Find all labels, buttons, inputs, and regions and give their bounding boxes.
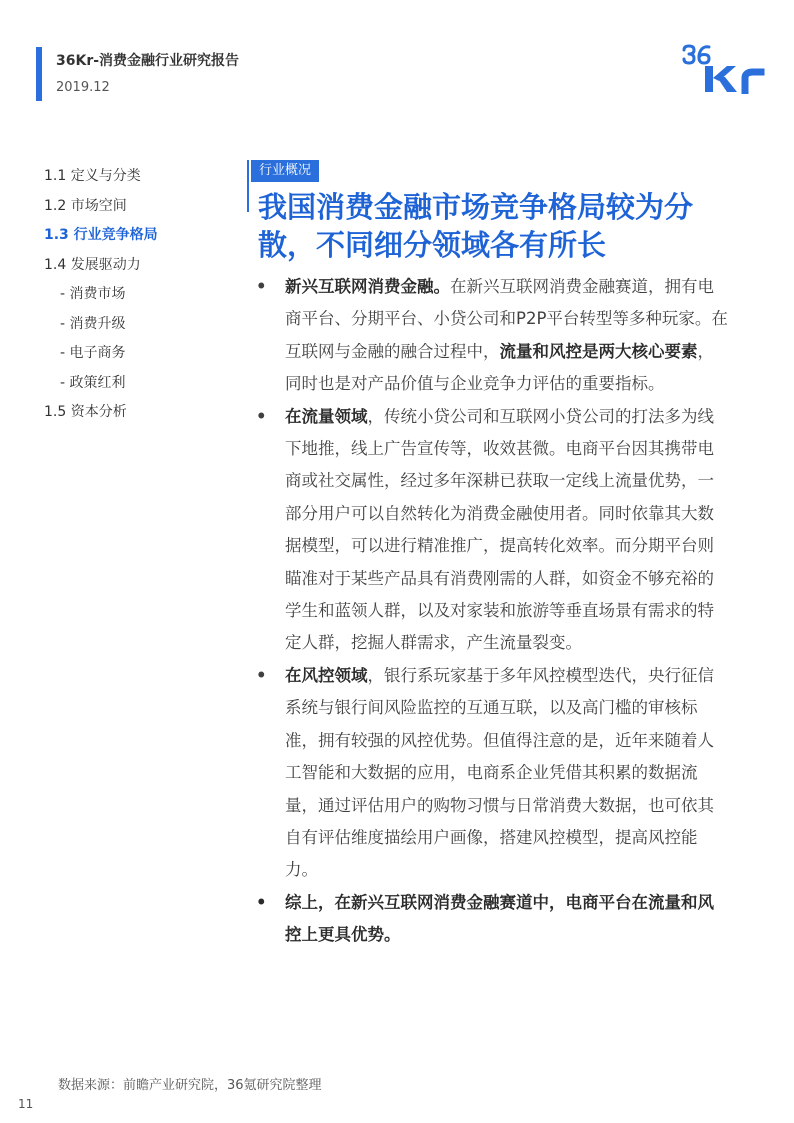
toc-item[interactable]: 1.1 定义与分类 [44,168,141,184]
table-of-contents [44,162,244,428]
bullet-text: 在新兴互联网消费金融赛道，拥有电商平台、分期平台、小贷公司和P2P平台转型等多种玩家。在互联网与金融的融合过程中， [285,277,728,361]
bullet-text: ，传统小贷公司和互联网小贷公司的打法多为线下地推，线上广告宣传等，收效甚微。电商平台因其携带电商或社交属性，经过多年深耕已获取一定线上流量优势，一部分用户可以自然转化为消费金融使用者。同时依靠其大数据模型，可以进行精准推广，提高转化效率。而分期平台则瞄准对于某些产品具有消费刚需的人群，如资金不够充裕的学生和蓝领人群，以及对家装和旅游等垂直场景有需求的特定人群，挖掘人群需求，产生流量裂变。 [285,406,714,653]
bullet-item [252,271,730,401]
section-divider-line [247,160,249,212]
bullet-list [252,271,730,952]
bullet-dot: • [256,892,267,912]
bullet-bold-text: 新兴互联网消费金融。 [285,277,450,296]
bullet-bold-text: 在流量领域 [285,406,368,426]
toc-item[interactable]: - 电子商务 [60,345,126,361]
bullet-dot: • [256,277,267,296]
header-accent-bar [36,47,42,101]
report-date: 2019.12 [56,80,110,95]
bullet-bold-text: 流量和风控是两大核心要素 [499,341,698,361]
toc-item[interactable]: 1.3 行业竞争格局 [44,227,158,243]
page-headline: 我国消费金融市场竞争格局较为分散，不同细分领域各有所长 [258,190,694,262]
section-tag: 行业概况 [251,160,319,182]
toc-item[interactable]: - 消费升级 [60,315,126,332]
toc-item[interactable]: - 政策红利 [60,374,126,391]
toc-item[interactable]: 1.2 市场空间 [44,197,127,214]
toc-item[interactable]: - 消费市场 [60,286,126,302]
bullet-item [252,887,730,952]
bullet-dot: • [256,406,267,426]
data-source-note: 数据来源：前瞻产业研究院，36氪研究院整理 [58,1078,322,1093]
toc-item[interactable]: 1.5 资本分析 [44,404,127,420]
report-title: 36Kr-消费金融行业研究报告 [56,53,240,69]
page-number: 11 [18,1097,34,1111]
bullet-text: ，同时也是对产品价值与企业竞争力评估的重要指标。 [285,341,714,394]
bullet-bold-text: 在风控领域 [285,665,368,685]
bullet-item [252,401,730,660]
bullet-text: ，银行系玩家基于多年风控模型迭代，央行征信系统与银行间风险监控的互通互联，以及高门槛的审核标准，拥有较强的风控优势。但值得注意的是，近年来随着人工智能和大数据的应用，电商系企业凭借其积累的数据流量，通过评估用户的购物习惯与日常消费大数据，也可依其自有评估维度描绘用户画像，搭建风控模型，提高风控能力。 [285,665,714,880]
toc-item[interactable]: 1.4 发展驱动力 [44,256,141,273]
bullet-item [252,660,730,887]
36kr-logo [681,42,765,94]
bullet-bold-text: 综上，在新兴互联网消费金融赛道中，电商平台在流量和风控上更具优势。 [285,892,714,945]
bullet-dot: • [256,665,267,685]
